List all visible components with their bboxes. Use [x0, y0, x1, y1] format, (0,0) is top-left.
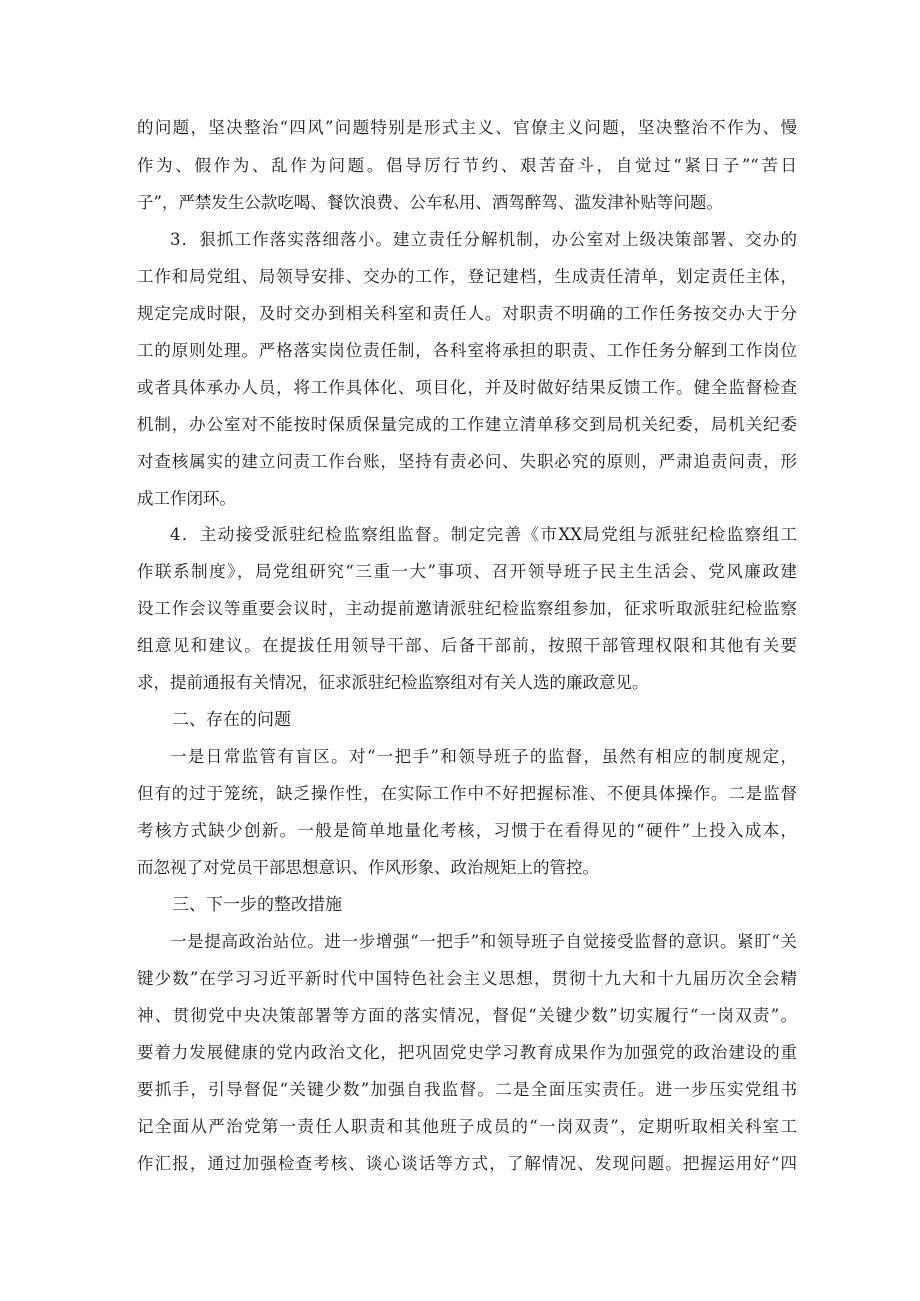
body-text-line: 4．主动接受派驻纪检监察组监督。制定完善《市XX局党组与派驻纪检监察组工: [170, 525, 797, 544]
body-text-line: 神、贯彻党中央决策部署等方面的落实情况，督促“关键少数”切实履行“一岗双责”。: [137, 1006, 797, 1025]
body-text-line: 作为、假作为、乱作为问题。倡导厉行节约、艰苦奋斗，自觉过“紧日子”“苦日: [137, 156, 797, 175]
body-text-line: 作联系制度》，局党组研究“三重一大”事项、召开领导班子民主生活会、党风廉政建: [137, 562, 797, 581]
body-text-line: 要抓手，引导督促“关键少数”加强自我监督。二是全面压实责任。进一步压实党组书: [137, 1080, 797, 1099]
body-text-line: 考核方式缺少创新。一般是简单地量化考核，习惯于在看得见的“硬件”上投入成本，: [137, 821, 797, 840]
body-text-line: 的问题，坚决整治“四风”问题特别是形式主义、官僚主义问题，坚决整治不作为、慢: [137, 118, 797, 137]
body-text-line: 对查核属实的建立问责工作台账，坚持有责必问、失职必究的原则，严肃追责问责，形: [137, 452, 797, 471]
section-heading: 二、存在的问题: [172, 710, 291, 730]
body-text-line: 设工作会议等重要会议时，主动提前邀请派驻纪检监察组参加，征求听取派驻纪检监察: [137, 599, 797, 618]
body-text-line: 求，提前通报有关情况，征求派驻纪检监察组对有关人选的廉政意见。: [137, 673, 649, 692]
body-text-line: 但有的过于笼统，缺乏操作性，在实际工作中不好把握标准、不便具体操作。二是监督: [137, 784, 797, 803]
body-text-line: 而忽视了对党员干部思想意识、作风形象、政治规矩上的管控。: [137, 858, 599, 877]
body-text-line: 键少数”在学习习近平新时代中国特色社会主义思想，贯彻十九大和十九届历次全会精: [137, 969, 797, 988]
body-text-line: 一是日常监管有盲区。对“一把手”和领导班子的监督，虽然有相应的制度规定，: [170, 747, 797, 766]
body-text-line: 规定完成时限，及时交办到相关科室和责任人。对职责不明确的工作任务按交办大于分: [137, 304, 797, 323]
body-text-line: 3．狠抓工作落实落细落小。建立责任分解机制，办公室对上级决策部署、交办的: [170, 230, 797, 249]
body-text-line: 要着力发展健康的党内政治文化，把巩固党史学习教育成果作为加强党的政治建设的重: [137, 1043, 797, 1062]
section-heading: 三、下一步的整改措施: [172, 895, 342, 915]
body-text-line: 作汇报，通过加强检查考核、谈心谈话等方式，了解情况、发现问题。把握运用好“四: [137, 1154, 797, 1173]
body-text-line: 工的原则处理。严格落实岗位责任制，各科室将承担的职责、工作任务分解到工作岗位: [137, 341, 797, 360]
body-text-line: 记全面从严治党第一责任人职责和其他班子成员的“一岗双责”，定期听取相关科室工: [137, 1117, 797, 1136]
body-text-line: 子”，严禁发生公款吃喝、餐饮浪费、公车私用、酒驾醉驾、滥发津补贴等问题。: [137, 193, 723, 212]
body-text-line: 机制，办公室对不能按时保质保量完成的工作建立清单移交到局机关纪委，局机关纪委: [137, 415, 797, 434]
body-text-line: 或者具体承办人员，将工作具体化、项目化，并及时做好结果反馈工作。健全监督检查: [137, 378, 797, 397]
body-text-line: 一是提高政治站位。进一步增强“一把手”和领导班子自觉接受监督的意识。紧盯“关: [170, 932, 797, 951]
body-text-line: 成工作闭环。: [137, 489, 236, 508]
body-text-line: 组意见和建议。在提拔任用领导干部、后备干部前，按照干部管理权限和其他有关要: [137, 636, 797, 655]
body-text-line: 工作和局党组、局领导安排、交办的工作，登记建档，生成责任清单，划定责任主体，: [137, 267, 797, 286]
